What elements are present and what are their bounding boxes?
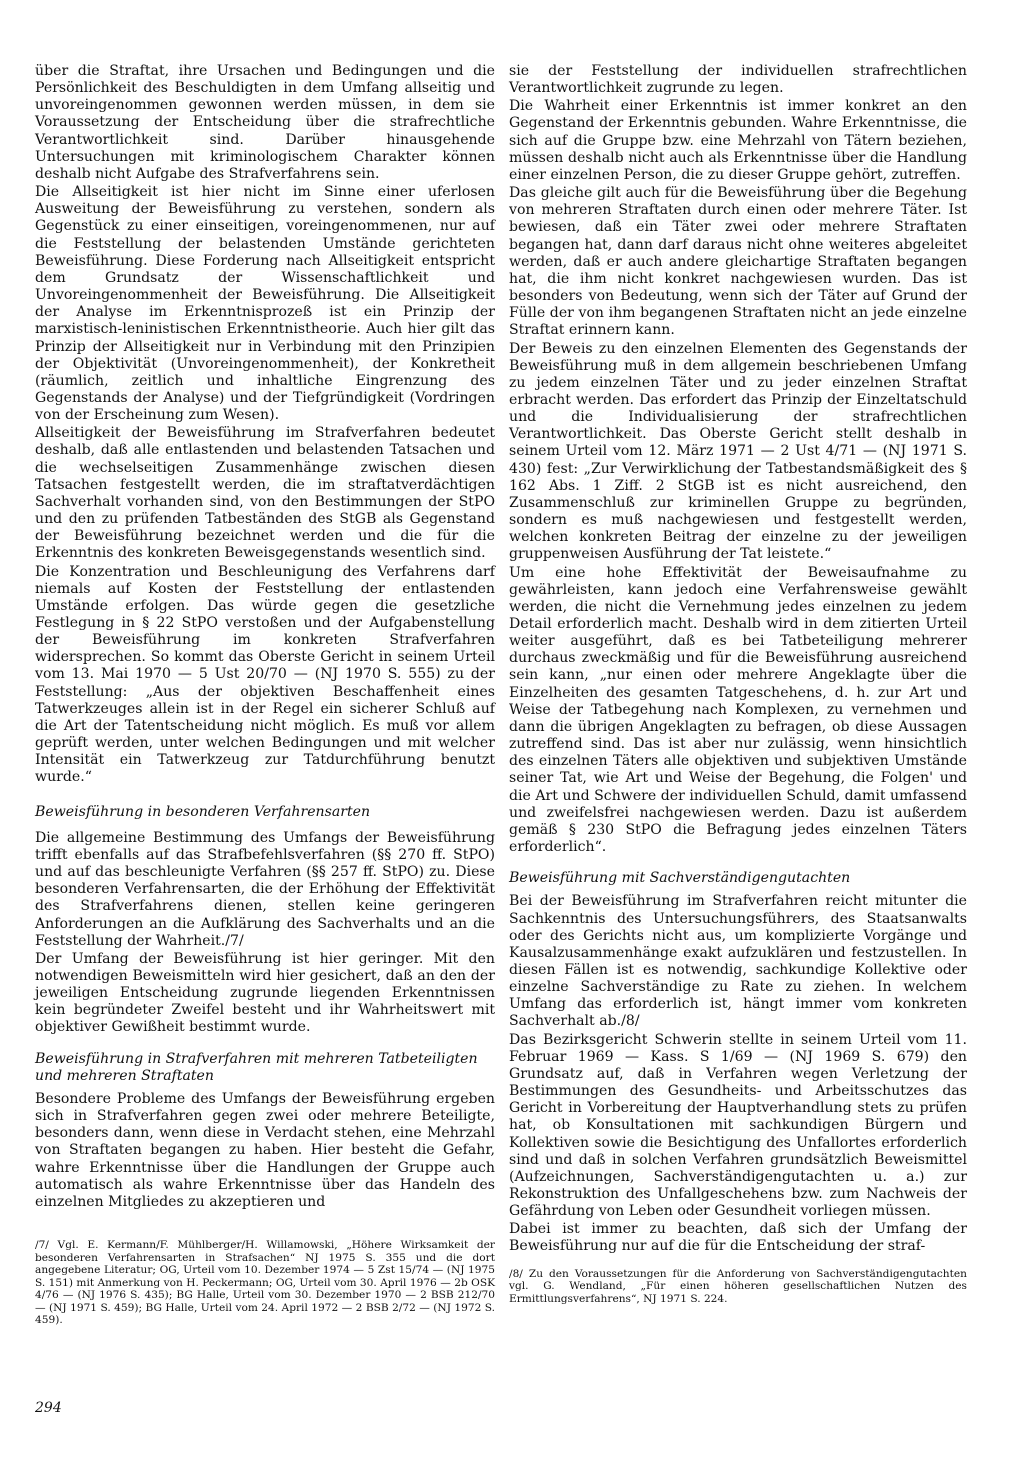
paragraph: Die Wahrheit einer Erkenntnis ist immer konkret an den Gegenstand der Erkenntnis gebunden. Wahre Erkenntnisse, die sich auf die Gruppe bzw. eine Mehrzahl von Tätern beziehen, müssen deshalb nicht auch als Erkenntnisse über die Handlung einer einzelnen Person, die zu dieser Gruppe gehört, zutreffen. xyxy=(509,98,967,183)
right-column xyxy=(509,63,967,1305)
paragraph: Das gleiche gilt auch für die Beweisführung über die Begehung von mehreren Straftaten durch einen oder mehrere Täter. Ist bewiesen, daß ein Täter zwei oder mehrere Straftaten begangen hat, dann darf daraus nicht ohne weiteres abgeleitet werden, daß er auch andere gleichartige Straftaten begangen hat, die ihm nicht konkret nachgewiesen wurden. Das ist besonders von Bedeutung, wenn sich der Täter auf Grund der Fülle der von ihm begangenen Straftaten nicht an jede einzelne Straftat erinnern kann. xyxy=(509,185,967,339)
paragraph: Der Umfang der Beweisführung ist hier geringer. Mit den notwendigen Beweismitteln wird hier gesichert, daß an den der jeweiligen Entscheidung zugrunde liegenden Erkenntnissen kein begründeter Zweifel besteht und ihr Wahrheitswert mit objektiver Gewißheit bestimmt wurde. xyxy=(35,950,495,1036)
paragraph: sie der Feststellung der individuellen strafrechtlichen Verantwortlichkeit zugrunde zu legen. xyxy=(509,63,967,97)
paragraph: Die Allseitigkeit ist hier nicht im Sinne einer uferlosen Ausweitung der Beweisführung zu verstehen, sondern als Gegenstück zu einer einseitigen, voreingenommenen, nur auf die Feststellung der belastenden Umstände gerichteten Beweisführung. Diese Forderung nach Allseitigkeit entspricht dem Grundsatz der Wissenschaftlichkeit und Unvoreingenommenheit der Beweisführung. Die Allseitigkeit der Analyse im Erkenntnisprozeß ist ein Prinzip der marxistisch-leninistischen Erkenntnistheorie. Auch hier gilt das Prinzip der Allseitigkeit nur in Verbindung mit den Prinzipien der Objektivität (Unvoreingenommenheit), der Konkretheit (räumlich, zeitlich und inhaltliche Eingrenzung des Gegenstands der Analyse) und der Tiefgründigkeit (Vordringen von der Erscheinung zum Wesen). xyxy=(35,184,495,424)
page-number: 294 xyxy=(35,1400,62,1416)
left-column xyxy=(35,63,495,1327)
paragraph: Die allgemeine Bestimmung des Umfangs der Beweisführung trifft ebenfalls auf das Strafbefehlsverfahren (§§ 270 ff. StPO) und auf das beschleunigte Verfahren (§§ 257 ff. StPO) zu. Diese besonderen Verfahrensarten, die der Erhöhung der Effektivität des Strafverfahrens dienen, stellen keine geringeren Anforderungen an die Aufklärung des Sachverhalts und an die Feststellung der Wahrheit./7/ xyxy=(35,829,495,949)
paragraph: Um eine hohe Effektivität der Beweisaufnahme zu gewährleisten, kann jedoch eine Verfahrensweise gewählt werden, die nicht die Vernehmung jedes einzelnen zu jedem Detail erforderlich macht. Deshalb wird in dem zitierten Urteil weiter ausgeführt, daß es bei Tatbeteiligung mehrerer durchaus zweckmäßig und für die Beweisführung ausreichend sein kann, „nur einen oder mehrere Angeklagte über die Einzelheiten des gesamten Tatgeschehens, d. h. zur Art und Weise der Tatbegehung nach Komplexen, zu vernehmen und dann die übrigen Angeklagten zu befragen, ob diese Aussagen zutreffend sind. Das ist aber nur zulässig, wenn hinsichtlich des einzelnen Täters alle objektiven und subjektiven Umstände seiner Tat, wie Art und Weise der Begehung, die Folgen' und die Art und Schwere der individuellen Schuld, damit umfassend und zweifelsfrei nachgewiesen werden. Dazu ist außerdem gemäß § 230 StPO die Befragung jedes einzelnen Täters erforderlich“. xyxy=(509,564,967,856)
section-heading: Beweisführung mit Sachverständigengutachten xyxy=(509,870,851,887)
paragraph: Bei der Beweisführung im Strafverfahren reicht mitunter die Sachkenntnis des Untersuchungsführers, des Staatsanwalts oder des Gerichts nicht aus, um komplizierte Vorgänge und Kausalzusammenhänge exakt aufzuklären und festzustellen. In diesen Fällen ist es notwendig, sachkundige Kollektive oder einzelne Sachverständige zu Rate zu ziehen. In welchem Umfang das erforderlich ist, hängt immer vom konkreten Sachverhalt ab./8/ xyxy=(509,893,967,1030)
paragraph: über die Straftat, ihre Ursachen und Bedingungen und die Persönlichkeit des Beschuldigten in dem Umfang allseitig und unvoreingenommen gewonnen werden müssen, in dem sie Voraussetzung der Entscheidung über die strafrechtliche Verantwortlichkeit sind. Darüber hinausgehende Untersuchungen mit kriminologischem Charakter können deshalb nicht Aufgabe des Strafverfahrens sein. xyxy=(35,63,495,182)
paragraph: Besondere Probleme des Umfangs der Beweisführung ergeben sich in Strafverfahren gegen zwei oder mehrere Beteiligte, besonders dann, wenn diese in Verdacht stehen, eine Mehrzahl von Straftaten begangen zu haben. Hier besteht die Gefahr, wahre Erkenntnisse über die Handlungen der Gruppe auch automatisch als wahre Erkenntnisse über das Handeln des einzelnen Mitgliedes zu akzeptieren und xyxy=(35,1090,495,1210)
paragraph: Dabei ist immer zu beachten, daß sich der Umfang der Beweisführung nur auf die für die Entscheidung der straf- xyxy=(509,1221,967,1255)
section-heading: Beweisführung in Strafverfahren mit mehreren Tatbeteiligten und mehreren Straftaten xyxy=(35,1050,478,1084)
footnote-8: /8/ Zu den Voraussetzungen für die Anforderung von Sachverständigengutachten vgl. G. Wendland, „Für einen höheren gesellschaftlichen Nutzen des Ermittlungsverfahrens“, NJ 1971 S. 224. xyxy=(509,1267,967,1305)
paragraph: Die Konzentration und Beschleunigung des Verfahrens darf niemals auf Kosten der Feststellung der entlastenden Umstände erfolgen. Das würde gegen die gesetzliche Festlegung in § 22 StPO verstoßen und der Aufgabenstellung der Beweisführung im konkreten Strafverfahren widersprechen. So kommt das Oberste Gericht in seinem Urteil vom 13. Mai 1970 — 5 Ust 20/70 — (NJ 1970 S. 555) zu der Feststellung: „Aus der objektiven Beschaffenheit eines Tatwerkzeuges allein ist in der Regel ein sicherer Schluß auf die Art der Tatentscheidung nicht möglich. Es muß vor allem geprüft werden, unter welchen Bedingungen und mit welcher Intensität ein Tatwerkzeug zur Tatdurchführung benutzt wurde.“ xyxy=(35,563,495,786)
paragraph: Allseitigkeit der Beweisführung im Strafverfahren bedeutet deshalb, daß alle entlastenden und belastenden Tatsachen und die wechselseitigen Zusammenhänge zwischen diesen Tatsachen festgestellt werden, die im straftatverdächtigen Sachverhalt vorhanden sind, von den Bestimmungen der StPO und den zu prüfenden Tatbeständen des StGB als Gegenstand der Beweisführung bezeichnet werden und die für die Erkenntnis des konkreten Beweisgegenstands wesentlich sind. xyxy=(35,425,495,562)
paragraph: Das Bezirksgericht Schwerin stellte in seinem Urteil vom 11. Februar 1969 — Kass. S 1/69 — (NJ 1969 S. 679) den Grundsatz auf, daß in Verfahren wegen Verletzung der Bestimmungen des Gesundheits- und Arbeitsschutzes das Gericht in Vorbereitung der Hauptverhandlung stets zu prüfen hat, ob Konsultationen mit sachkundigen Bürgern und Kollektiven sowie die Besichtigung des Unfallortes erforderlich sind und daß in solchen Verfahren grundsätzlich Beweismittel (Aufzeichnungen, Sachverständigengutachten u. a.) zur Rekonstruktion des Unfallgeschehens bzw. zum Nachweis der Gefährdung von Leben oder Gesundheit vorliegen müssen. xyxy=(509,1031,967,1220)
footnote-7: /7/ Vgl. E. Kermann/F. Mühlberger/H. Willamowski, „Höhere Wirksamkeit der besonderen Verfahrensarten in Strafsachen“ NJ 1975 S. 355 und die dort angegebene Literatur; OG, Urteil vom 10. Dezember 1974 — 5 Zst 15/74 — (NJ 1975 S. 151) mit Anmerkung von H. Peckermann; OG, Urteil vom 30. April 1976 — 2b OSK 4/76 — (NJ 1976 S. 435); BG Halle, Urteil vom 30. Dezember 1970 — 2 BSB 212/70 — (NJ 1971 S. 459); BG Halle, Urteil vom 24. April 1972 — 2 BSB 2/72 — (NJ 1972 S. 459). xyxy=(35,1239,495,1326)
paragraph: Der Beweis zu den einzelnen Elementen des Gegenstands der Beweisführung muß in dem allgemein beschriebenen Umfang zu jedem einzelnen Täter und zu jeder einzelnen Straftat erbracht werden. Das erfordert das Prinzip der Einzeltatschuld und die Individualisierung der strafrechtlichen Verantwortlichkeit. Das Oberste Gericht stellt deshalb in seinem Urteil vom 12. März 1971 — 2 Ust 4/71 — (NJ 1971 S. 430) fest: „Zur Verwirklichung der Tatbestandsmäßigkeit des § 162 Abs. 1 Ziff. 2 StGB ist es nicht ausreichend, den Zusammenschluß zur kriminellen Gruppe zu begründen, sondern es muß nachgewiesen und festgestellt werden, welchen konkreten Beitrag der einzelne zu der jeweiligen gruppenweisen Ausführung der Tat leistete.“ xyxy=(509,340,967,563)
section-heading: Beweisführung in besonderen Verfahrensarten xyxy=(35,803,371,820)
